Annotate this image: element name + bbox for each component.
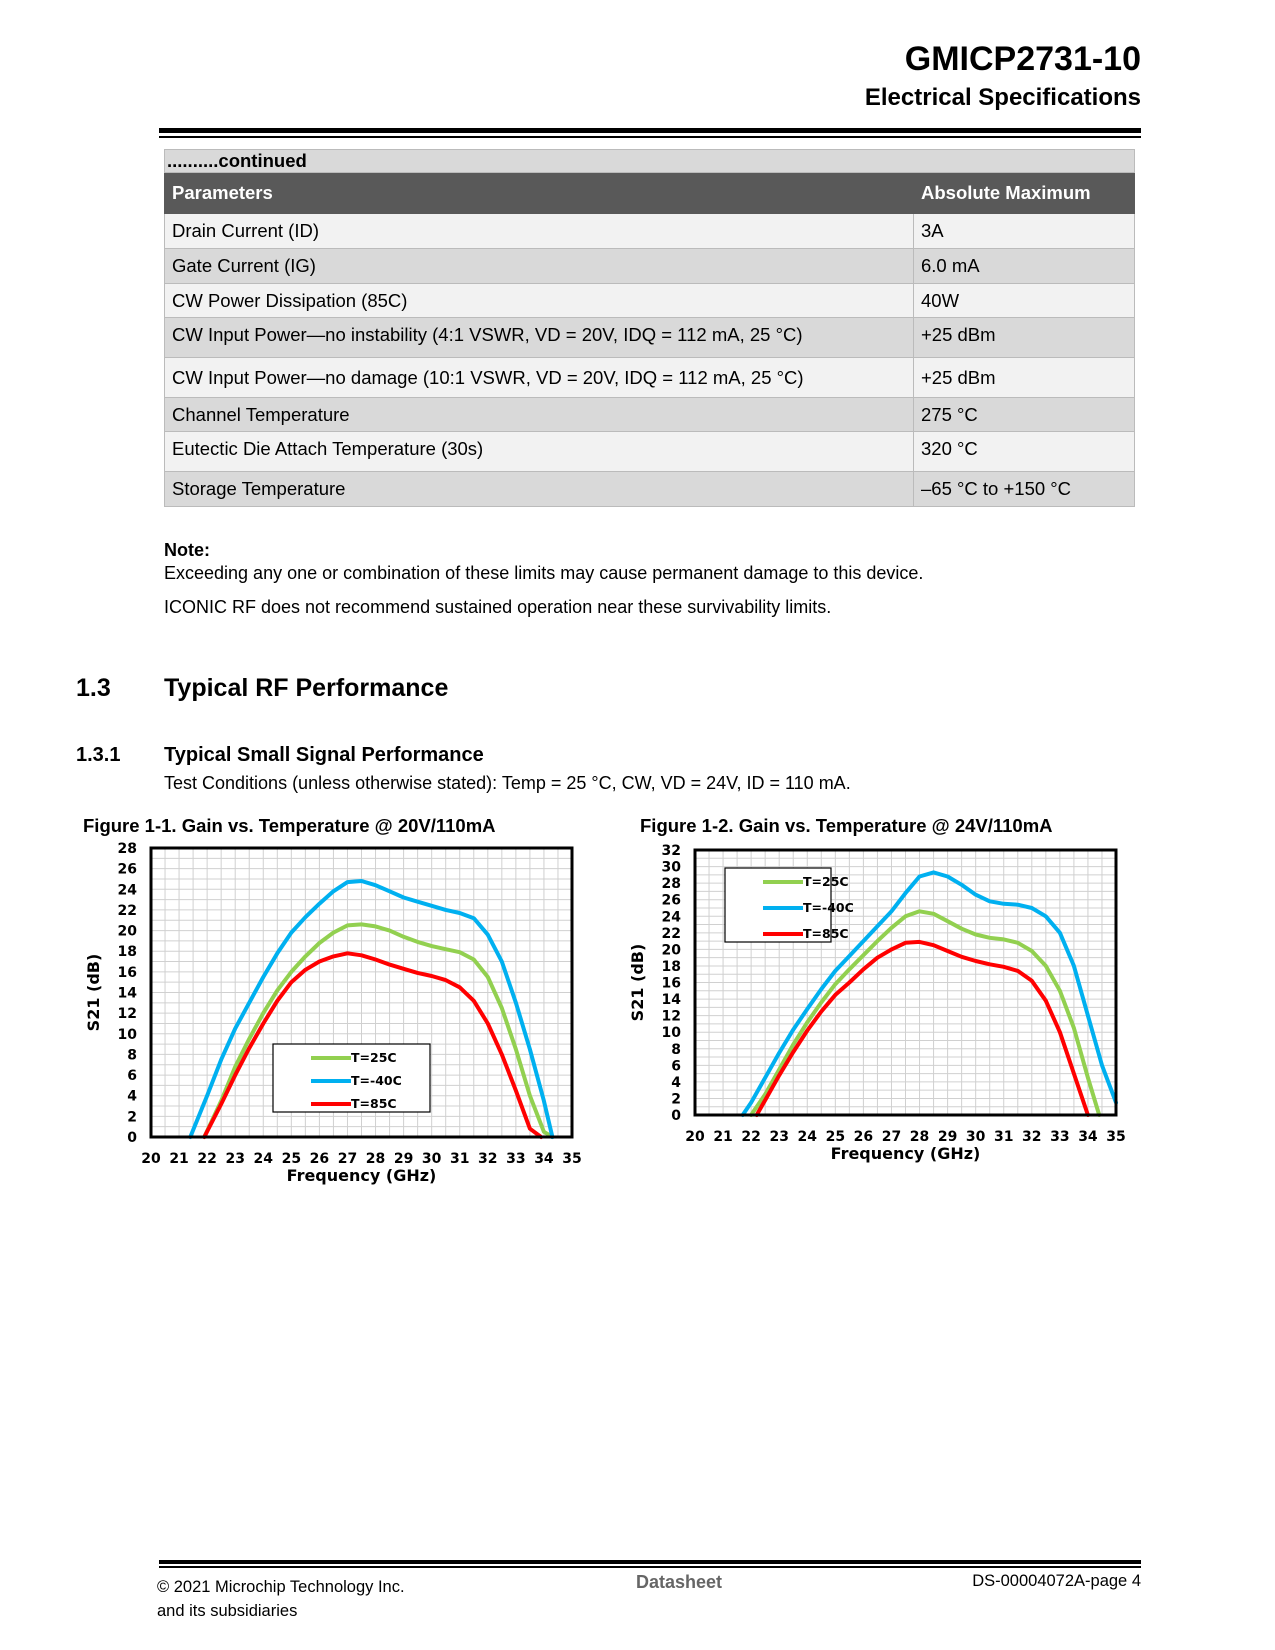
table-row [165, 249, 1135, 284]
value-cell: 6.0 mA [914, 249, 1135, 284]
value-cell: +25 dBm [914, 318, 1135, 358]
legend-entry: T=25C [351, 1050, 397, 1065]
parameter-cell: CW Power Dissipation (85C) [165, 284, 914, 318]
y-tick-label: 16 [661, 975, 681, 992]
y-tick-label: 22 [661, 925, 681, 942]
part-number: GMICP2731-10 [904, 40, 1141, 78]
x-tick-label: 24 [797, 1129, 818, 1145]
legend [273, 1044, 430, 1112]
column-header-absolute-maximum: Absolute Maximum [914, 173, 1135, 214]
x-tick-label: 34 [1078, 1129, 1098, 1145]
x-tick-label: 21 [169, 1151, 189, 1167]
absolute-maximum-table [164, 149, 1135, 507]
test-conditions: Test Conditions (unless otherwise stated): Temp = 25 °C, CW, VD = 24V, ID = 110 mA. [164, 773, 851, 793]
y-axis-label: S21 (dB) [84, 953, 103, 1032]
x-tick-label: 31 [449, 1151, 470, 1167]
table-row [165, 398, 1135, 432]
x-tick-label: 32 [478, 1151, 498, 1167]
footer-rule-thin [159, 1566, 1141, 1568]
legend-entry: T=25C [803, 874, 849, 889]
x-tick-label: 32 [1022, 1129, 1042, 1145]
value-cell: +25 dBm [914, 358, 1135, 398]
x-tick-label: 20 [141, 1151, 161, 1167]
x-tick-label: 28 [909, 1129, 930, 1145]
continued-label: ..........continued [165, 150, 1135, 173]
x-tick-label: 25 [281, 1151, 302, 1167]
section-number: 1.3 [76, 674, 111, 702]
x-tick-label: 22 [741, 1129, 761, 1145]
x-tick-label: 23 [769, 1129, 789, 1145]
x-tick-label: 34 [534, 1151, 554, 1167]
y-tick-label: 12 [661, 1008, 681, 1025]
x-tick-label: 20 [685, 1129, 705, 1145]
page-number: DS-00004072A-page 4 [972, 1572, 1141, 1590]
x-axis-label: Frequency (GHz) [830, 1144, 981, 1163]
value-cell: 320 °C [914, 432, 1135, 472]
parameter-cell: CW Input Power—no damage (10:1 VSWR, VD = 20V, IDQ = 112 mA, 25 °C) [165, 358, 914, 398]
gain-chart-24v [628, 840, 1180, 1220]
table-row [165, 358, 1135, 398]
y-tick-label: 18 [117, 944, 137, 961]
y-tick-label: 0 [127, 1130, 137, 1146]
y-tick-label: 20 [661, 942, 681, 959]
x-tick-label: 26 [853, 1129, 874, 1145]
parameter-cell: Eutectic Die Attach Temperature (30s) [165, 432, 914, 472]
y-tick-label: 4 [127, 1088, 137, 1105]
y-tick-label: 8 [127, 1047, 137, 1064]
value-cell: 3A [914, 214, 1135, 249]
y-tick-label: 30 [661, 859, 681, 876]
x-tick-label: 22 [197, 1151, 217, 1167]
note-line: Exceeding any one or combination of these limits may cause permanent damage to this device. [164, 563, 924, 583]
y-tick-label: 2 [671, 1091, 681, 1108]
x-tick-label: 23 [225, 1151, 245, 1167]
x-tick-label: 29 [937, 1129, 958, 1145]
y-tick-label: 18 [661, 958, 681, 975]
table-row [165, 214, 1135, 249]
figure-caption-1: Figure 1-1. Gain vs. Temperature @ 20V/110mA [83, 815, 496, 836]
parameter-cell: Channel Temperature [165, 398, 914, 432]
legend [725, 868, 854, 942]
section-title: Typical RF Performance [164, 674, 449, 702]
gain-chart-20v [80, 840, 620, 1240]
x-tick-label: 27 [881, 1129, 902, 1145]
legend-entry: T=85C [351, 1096, 397, 1111]
legend-entry: T=85C [803, 926, 849, 941]
y-tick-label: 8 [671, 1041, 681, 1058]
y-tick-label: 22 [117, 902, 137, 919]
table-row [165, 318, 1135, 358]
table-row [165, 284, 1135, 318]
series-line-T=85C [757, 942, 1088, 1115]
subsection-title: Typical Small Signal Performance [164, 744, 484, 766]
footer-rule [159, 1560, 1141, 1564]
y-tick-label: 26 [661, 892, 681, 909]
y-tick-label: 28 [661, 876, 681, 893]
y-axis-label: S21 (dB) [628, 943, 647, 1022]
x-tick-label: 33 [1050, 1129, 1070, 1145]
x-tick-label: 21 [713, 1129, 733, 1145]
copyright-line: and its subsidiaries [157, 1602, 298, 1620]
x-tick-label: 33 [506, 1151, 526, 1167]
copyright [157, 1575, 405, 1623]
note-label: Note: [164, 540, 210, 560]
x-tick-label: 28 [365, 1151, 386, 1167]
y-tick-label: 26 [117, 861, 137, 878]
parameter-cell: CW Input Power—no instability (4:1 VSWR, VD = 20V, IDQ = 112 mA, 25 °C) [165, 318, 914, 358]
y-tick-label: 10 [117, 1026, 137, 1043]
table-row [165, 472, 1135, 507]
y-tick-label: 14 [117, 985, 137, 1002]
x-tick-label: 24 [253, 1151, 274, 1167]
y-tick-label: 20 [117, 923, 137, 940]
value-cell: 40W [914, 284, 1135, 318]
x-axis-label: Frequency (GHz) [286, 1166, 437, 1185]
x-tick-label: 26 [309, 1151, 330, 1167]
y-tick-label: 2 [127, 1109, 137, 1126]
x-tick-label: 29 [393, 1151, 414, 1167]
x-tick-label: 25 [825, 1129, 846, 1145]
x-tick-label: 27 [337, 1151, 358, 1167]
note-line: ICONIC RF does not recommend sustained operation near these survivability limits. [164, 597, 832, 617]
y-tick-label: 24 [117, 882, 137, 899]
footer-doc-type: Datasheet [636, 1572, 723, 1592]
y-tick-label: 0 [671, 1108, 681, 1124]
parameter-cell: Storage Temperature [165, 472, 914, 507]
section-header: Electrical Specifications [864, 84, 1141, 111]
column-header-parameters: Parameters [165, 173, 914, 214]
x-tick-label: 31 [993, 1129, 1014, 1145]
y-tick-label: 6 [127, 1068, 137, 1085]
y-tick-label: 32 [661, 843, 681, 859]
legend-entry: T=-40C [803, 900, 854, 915]
legend-entry: T=-40C [351, 1073, 402, 1088]
y-tick-label: 6 [671, 1058, 681, 1075]
table-row [165, 432, 1135, 472]
y-tick-label: 16 [117, 964, 137, 981]
copyright-line: © 2021 Microchip Technology Inc. [157, 1578, 405, 1596]
y-tick-label: 4 [671, 1074, 681, 1091]
parameter-cell: Gate Current (IG) [165, 249, 914, 284]
y-tick-label: 14 [661, 992, 681, 1009]
y-tick-label: 12 [117, 1006, 137, 1023]
y-tick-label: 28 [117, 841, 137, 857]
y-tick-label: 24 [661, 909, 681, 926]
x-tick-label: 30 [421, 1151, 442, 1167]
y-tick-label: 10 [661, 1025, 681, 1042]
header-rule-thin [159, 136, 1141, 138]
figure-caption-2: Figure 1-2. Gain vs. Temperature @ 24V/110mA [640, 815, 1053, 836]
x-tick-label: 35 [562, 1151, 582, 1167]
value-cell: 275 °C [914, 398, 1135, 432]
x-tick-label: 35 [1106, 1129, 1126, 1145]
subsection-number: 1.3.1 [76, 744, 121, 766]
header-rule [159, 128, 1141, 133]
parameter-cell: Drain Current (ID) [165, 214, 914, 249]
x-tick-label: 30 [965, 1129, 986, 1145]
value-cell: –65 °C to +150 °C [914, 472, 1135, 507]
